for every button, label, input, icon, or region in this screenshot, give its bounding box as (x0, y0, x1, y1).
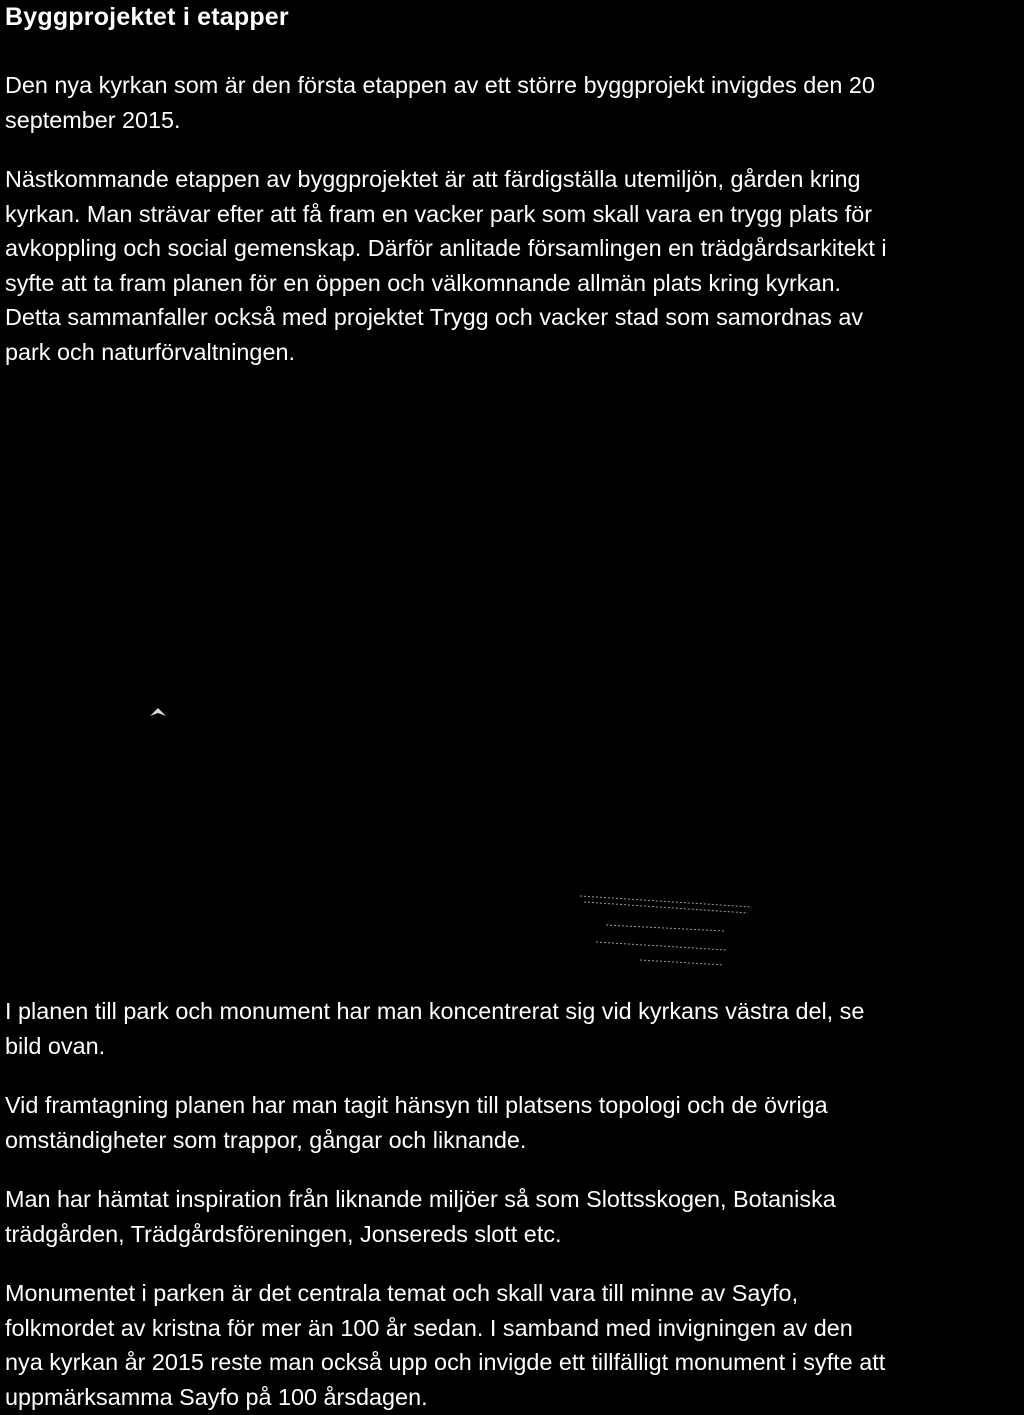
plan-drawing-marks (0, 380, 1024, 980)
text-line: folkmordet av kristna för mer än 100 år sedan. I samband med invigningen av den (5, 1314, 853, 1341)
text-line: Nästkommande etappen av byggprojektet är att färdigställa utemiljön, gården kring (5, 166, 861, 192)
text-line: Monumentet i parken är det centrala temat och skall vara till minne av Sayfo, (5, 1280, 799, 1306)
text-line: nya kyrkan år 2015 reste man också upp och invigde ett tillfälligt monument i syfte att (5, 1349, 886, 1375)
paragraph-inspiration (5, 1182, 1020, 1251)
text-line: uppmärksamma Sayfo på 100 årsdagen. (5, 1383, 428, 1410)
text-line: omständigheter som trappor, gångar och liknande. (5, 1126, 527, 1153)
text-line: trädgården, Trädgårdsföreningen, Jonsereds slott etc. (5, 1220, 562, 1247)
paragraph-monument (5, 1276, 1020, 1414)
text-line: bild ovan. (5, 1032, 106, 1059)
park-plan-image (0, 380, 1024, 980)
text-line: I planen till park och monument har man koncentrerat sig vid kyrkans västra del, se (5, 998, 865, 1024)
paragraph-inauguration (5, 68, 1020, 137)
text-line: avkoppling och social gemenskap. Därför anlitade församlingen en trädgårdsarkitekt i (5, 235, 887, 261)
text-line: kyrkan. Man strävar efter att få fram en vacker park som skall vara en trygg plats för (5, 200, 873, 227)
text-line: syfte att ta fram planen för en öppen och välkomnande allmän plats kring kyrkan. (5, 269, 842, 296)
plan-dashed-lines (580, 896, 752, 965)
text-line: Den nya kyrkan som är den första etappen av ett större byggprojekt invigdes den 20 (5, 72, 875, 98)
text-line: september 2015. (5, 106, 181, 133)
paragraph-next-stage (5, 162, 1020, 369)
paragraph-plan-focus (5, 994, 1020, 1063)
text-line: Detta sammanfaller också med projektet Trygg och vacker stad som samordnas av (5, 304, 864, 330)
text-line: park och naturförvaltningen. (5, 338, 295, 365)
text-line: Man har hämtat inspiration från liknande miljöer så som Slottsskogen, Botaniska (5, 1186, 836, 1212)
section-heading: Byggprojektet i etapper (5, 3, 289, 31)
text-line: Vid framtagning planen har man tagit hänsyn till platsens topologi och de övriga (5, 1092, 828, 1118)
north-arrow-icon (150, 708, 166, 716)
paragraph-topology (5, 1088, 1020, 1157)
